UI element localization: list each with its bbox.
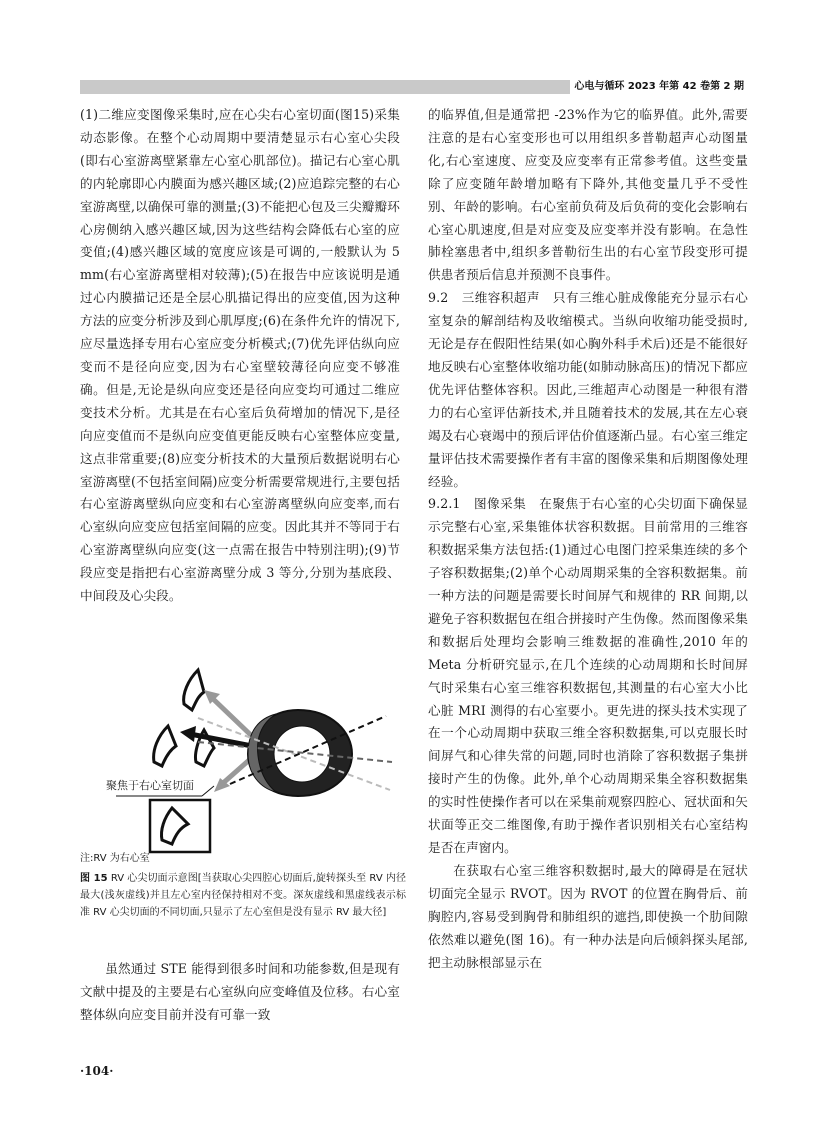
- figure-note: 注:RV 为右心室: [80, 853, 150, 864]
- header-bar: [80, 80, 748, 94]
- focus-label: 聚焦于右心室切面: [106, 779, 194, 792]
- left-column-bottom: [80, 958, 400, 1027]
- right-paragraph-1: 的临界值,但是通常把 -23%作为它的临界值。此外,需要注意的是右心室变形也可以用组织多普勒超声心动图量化,右心室速度、应变及应变率有正常参考值。这些变量除了应变随年龄增加略有下降外,其他变量几乎不受性别、年龄的影响。右心室前负荷及后负荷的变化会影响右心室心肌速度,但是对应变及应变率并没有影响。在急性肺栓塞患者中,组织多普勒衍生出的右心室节段变形可提供患者预后信息并预测不良事件。: [428, 107, 748, 283]
- right-paragraph-2: 9.2 三维容积超声 只有三维心脏成像能充分显示右心室复杂的解剖结构及收缩模式。当纵向收缩功能受损时,无论是存在假阳性结果(如心胸外科手术后)还是不能很好地反映右心室整体收缩功能(如肺动脉高压)的情况下都应优先评估整体容积。因此,三维超声心动图是一种很有潜力的右心室评估新技术,并且随着技术的发展,其在左心衰竭及右心衰竭中的预后评估价值逐渐凸显。右心室三维定量评估技术需要操作者有丰富的图像采集和后期图像处理经验。: [428, 290, 748, 489]
- focus-pointer-diag: [202, 786, 214, 796]
- left-column: [80, 104, 400, 608]
- page-number: ·104·: [80, 1064, 114, 1078]
- figure-15: [80, 658, 405, 858]
- right-paragraph-3: 9.2.1 图像采集 在聚焦于右心室的心尖切面下确保显示完整右心室,采集锥体状容积数据。目前常用的三维容积数据采集方法包括:(1)通过心电图门控采集连续的多个子容积数据集;(2)单个心动周期采集的全容积数据集。前一种方法的问题是需要长时间屏气和规律的 RR 间期,以避免子容积数据包在组合拼接时产生伪像。然而图像采集和数据后处理均会影响三维数据的准确性,2010 年的 Meta 分析研究显示,在几个连续的心动周期和长时间屏气时采集右心室三维容积数据包,其测量的右心室大小比心脏 MRI 测得的右心室要小。更先进的探头技术实现了在一个心动周期中获取三维全容积数据集,可以克服长时间屏气和心律失常的问题,同时也消除了容积数据子集拼接时产生的伪像。此外,单个心动周期采集全容积数据集的实时性使操作者可以在采集前观察四腔心、冠状面和矢状面等正交二维图像,有助于操作者识别相关右心室结构是否在声窗内。: [428, 496, 748, 855]
- figure-caption-number: 图 15: [80, 873, 108, 884]
- right-paragraph-4: 在获取右心室三维容积数据时,最大的障碍是在冠状切面完全显示 RVOT。因为 RVOT 的位置在胸骨后、前胸腔内,容易受到胸骨和肺组织的遮挡,即使换一个肋间隙依然难以避免(图 16)。有一种办法是向后倾斜探头尾部,把主动脉根部显示在: [428, 862, 748, 970]
- rv-shape-top: [184, 670, 204, 710]
- rv-apical-view-diagram: [80, 658, 405, 858]
- arrow-black-left-head: [180, 726, 196, 742]
- left-paragraph-2: 虽然通过 STE 能得到很多时间和功能参数,但是现有文献中提及的主要是右心室纵向应变峰值及位移。右心室整体纵向应变目前并没有可靠一致: [80, 961, 400, 1022]
- arrow-grey-up: [210, 696, 256, 740]
- right-column: [428, 104, 748, 974]
- figure-caption: [80, 870, 406, 921]
- left-paragraph-1: (1)二维应变图像采集时,应在心尖右心室切面(图15)采集动态影像。在整个心动周期中要清楚显示右心室心尖段(即右心室游离壁紧靠左心室心肌部位)。描记右心室心肌的内轮廓即心内膜面为感兴趣区域;(2)应追踪完整的右心室游离壁,以确保可靠的测量;(3)不能把心包及三尖瓣瓣环心房侧纳入感兴趣区域,因为这些结构会降低右心室的应变值;(4)感兴趣区域的宽度应该是可调的,一般默认为 5 mm(右心室游离壁相对较薄);(5)在报告中应该说明是通过心内膜描记还是全层心肌描记得出的应变值,因为这种方法的应变分析涉及到心肌厚度;(6)在条件允许的情况下,应尽量选择专用右心室应变分析模式;(7)优先评估纵向应变而不是径向应变,因为右心室壁较薄径向应变不够准确。但是,无论是纵向应变还是径向应变均可通过二维应变技术分析。尤其是在右心室后负荷增加的情况下,是径向应变值而不是纵向应变值更能反映右心室整体应变量,这点非常重要;(8)应变分析技术的大量预后数据说明右心室游离壁(不包括室间隔)应变分析需要常规进行,主要包括右心室游离壁纵向应变和右心室游离壁纵向应变率,而右心室纵向应变应包括室间隔的应变。因此其并不等同于右心室游离壁纵向应变(这一点需在报告中特别注明);(9)节段应变是指把右心室游离壁分成 3 等分,分别为基底段、中间段及心尖段。: [80, 107, 400, 604]
- rv-shape-middle: [154, 726, 176, 766]
- figure-caption-text: RV 心尖切面示意图[当获取心尖四腔心切面后,旋转探头至 RV 内径最大(浅灰虚线)并且左心室内径保持相对不变。深灰虚线和黑虚线表示标准 RV 心尖切面的不同切面,只显示了左心室但是没有显示 RV 最大径]: [80, 873, 406, 918]
- journal-header: 心电与循环 2023 年第 42 卷第 2 期: [570, 80, 748, 94]
